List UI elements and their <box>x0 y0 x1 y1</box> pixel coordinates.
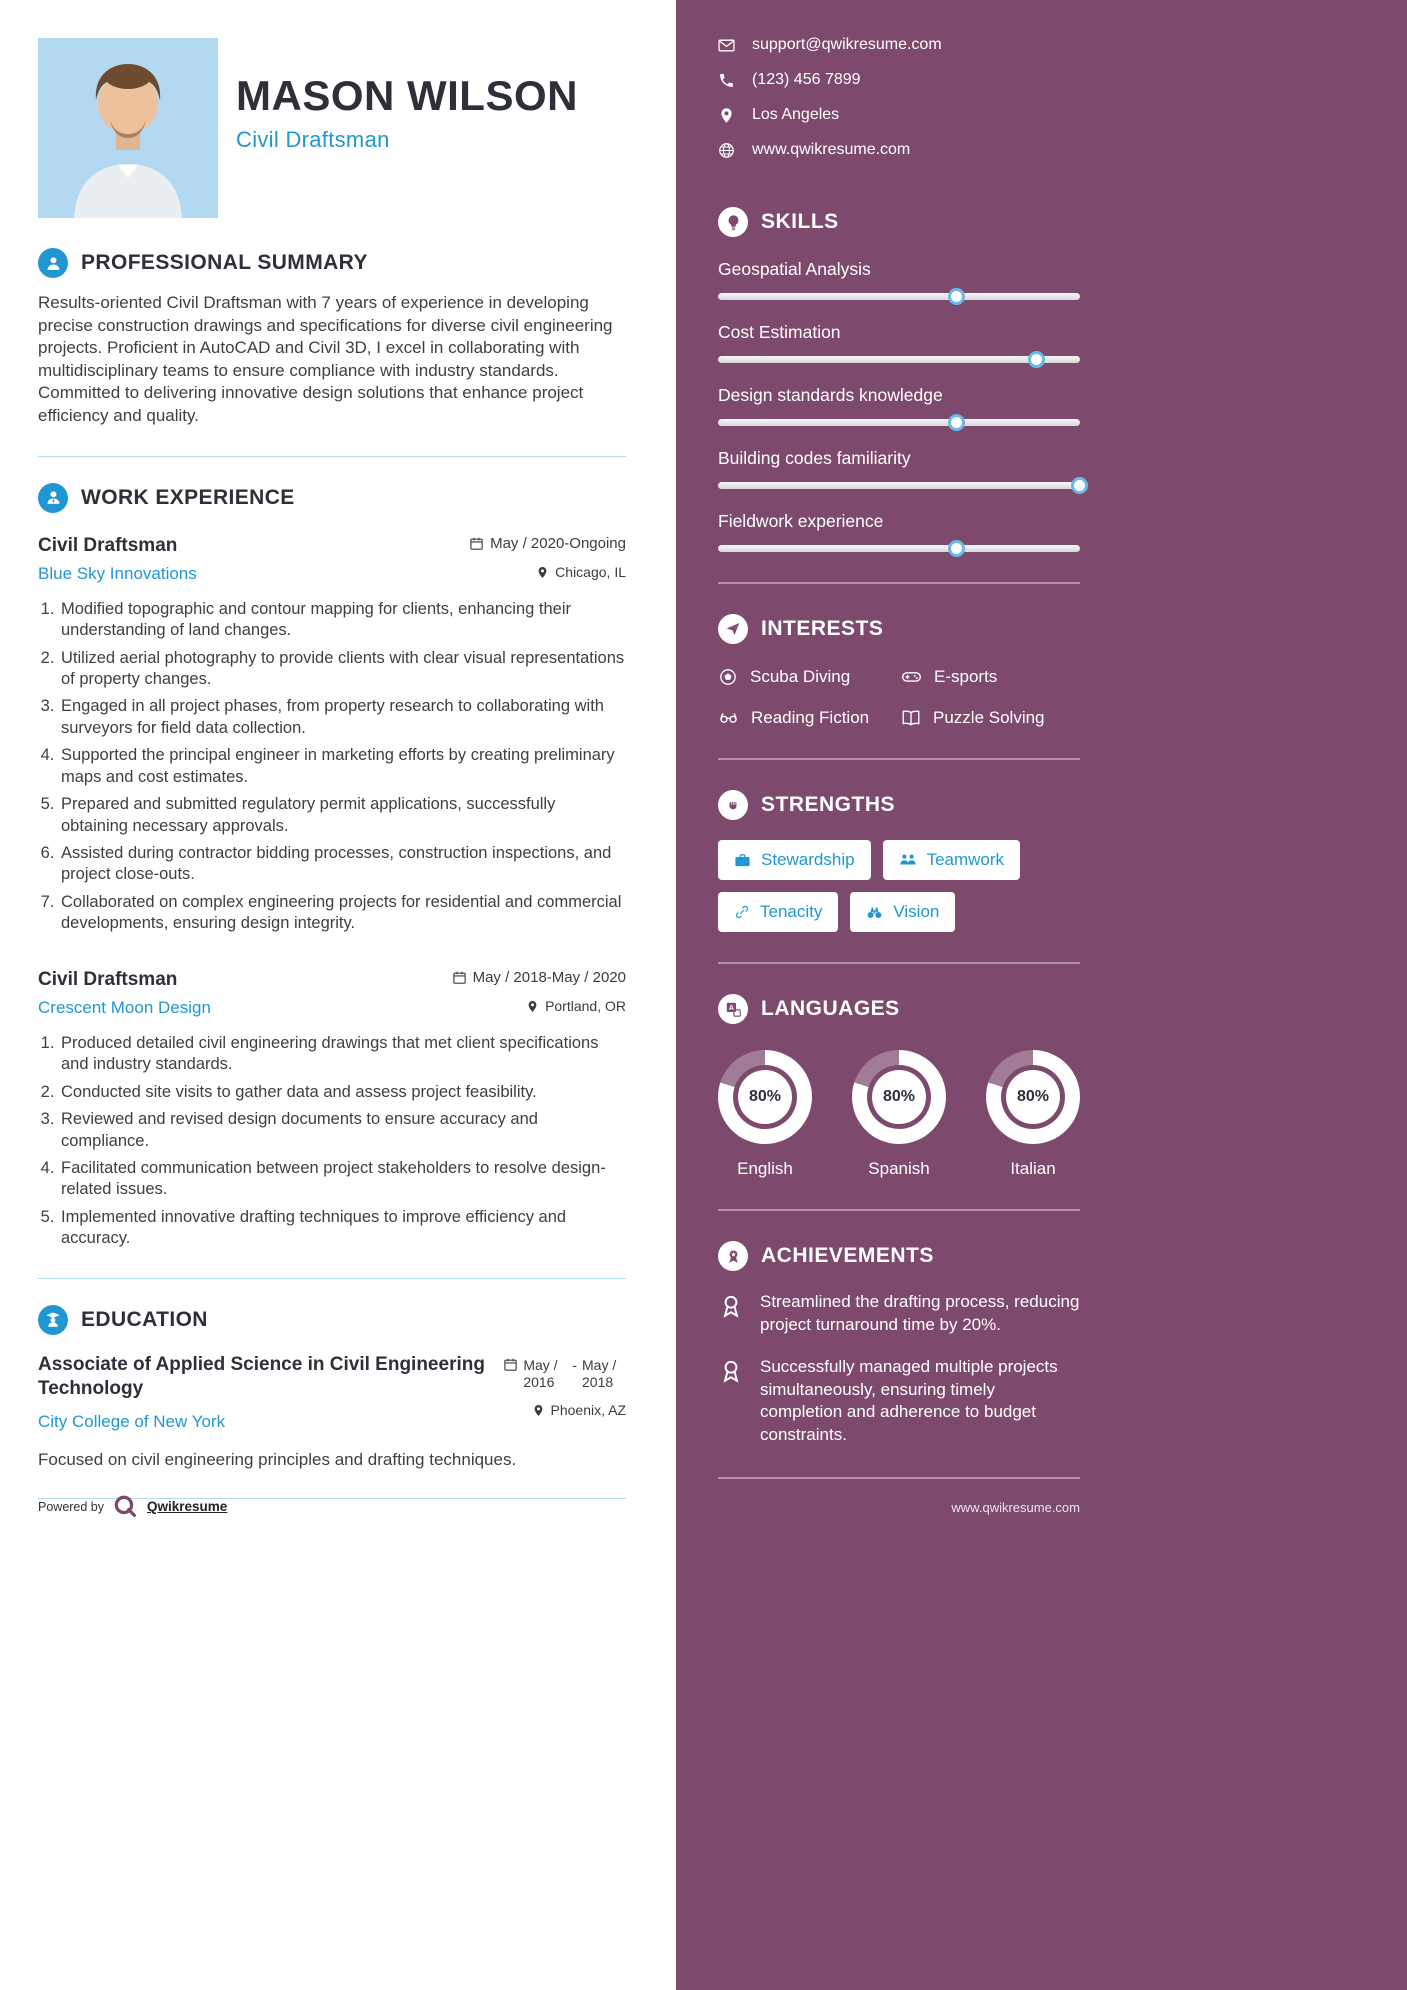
divider <box>38 1278 626 1279</box>
contact-website-text: www.qwikresume.com <box>752 141 911 158</box>
achievement-text: Streamlined the drafting process, reducing project turnaround time by 20%. <box>760 1292 1080 1334</box>
interest-label: Scuba Diving <box>750 666 851 686</box>
strength-label: Tenacity <box>760 902 823 921</box>
skill-slider[interactable] <box>718 356 1080 363</box>
qwikresume-logo-icon <box>113 1494 138 1519</box>
achievements-section <box>718 1241 1080 1447</box>
job-location <box>536 564 626 580</box>
identity-header <box>38 38 626 218</box>
powered-by-label: Powered by <box>38 1499 105 1514</box>
skill-slider[interactable] <box>718 545 1080 552</box>
skill-item <box>718 511 1080 552</box>
strengths-list <box>718 840 1038 932</box>
contact-website[interactable] <box>718 141 1080 159</box>
skill-name: Geospatial Analysis <box>718 259 871 279</box>
strength-label: Vision <box>893 902 940 921</box>
footer-website-link[interactable]: www.qwikresume.com <box>951 1500 1080 1515</box>
job-location <box>526 998 626 1014</box>
work-heading <box>38 483 626 513</box>
job-bullet: 7. Collaborated on complex engineering projects for residential and commercial developments, ensuring design integrity. <box>59 892 626 935</box>
calendar-icon <box>452 970 467 985</box>
languages-title: LANGUAGES <box>761 997 900 1020</box>
candidate-name: MASON WILSON <box>236 72 578 119</box>
job-entry <box>38 969 626 1250</box>
work-title: WORK EXPERIENCE <box>81 485 295 509</box>
chain-link-icon <box>734 904 750 920</box>
education-location <box>532 1402 627 1418</box>
education-location-text: Phoenix, AZ <box>550 1402 626 1419</box>
strength-label: Teamwork <box>926 850 1005 869</box>
job-position: Civil Draftsman <box>38 968 178 990</box>
map-pin-icon <box>526 1000 539 1013</box>
strength-pill <box>718 840 871 880</box>
envelope-icon <box>718 37 735 54</box>
fist-icon <box>718 790 748 820</box>
divider <box>38 456 626 457</box>
skills-heading <box>718 207 1080 237</box>
education-date-end: May / 2018 <box>582 1356 617 1390</box>
phone-icon <box>718 72 735 89</box>
name-block <box>228 38 578 218</box>
education-heading <box>38 1305 626 1335</box>
candidate-title: Civil Draftsman <box>236 127 390 152</box>
strengths-section <box>718 790 1080 932</box>
job-bullet: 1. Produced detailed civil engineering drawings that met client specifications and industry standards. <box>59 1033 626 1076</box>
strengths-heading <box>718 790 1080 820</box>
lightbulb-icon <box>718 207 748 237</box>
languages-section <box>718 994 1080 1179</box>
powered-by <box>38 1494 227 1519</box>
job-bullet: 3. Reviewed and revised design documents to ensure accuracy and compliance. <box>59 1109 626 1152</box>
interest-item <box>718 666 901 687</box>
job-position: Civil Draftsman <box>38 534 178 556</box>
achievement-text: Successfully managed multiple projects simultaneously, ensuring timely completion and adherence to budget constraints. <box>760 1357 1058 1445</box>
sidebar <box>676 0 1407 1990</box>
job-company: Crescent Moon Design <box>38 997 211 1017</box>
medal-icon <box>718 1356 745 1446</box>
gamepad-icon <box>901 666 922 687</box>
skill-item <box>718 448 1080 489</box>
divider <box>718 1477 1080 1479</box>
globe-icon <box>718 142 735 159</box>
location-pin-icon <box>718 107 735 124</box>
languages-heading <box>718 994 1080 1024</box>
skill-item <box>718 385 1080 426</box>
skill-slider[interactable] <box>718 419 1080 426</box>
work-section <box>38 483 626 1250</box>
skill-name: Cost Estimation <box>718 322 841 342</box>
slider-thumb[interactable] <box>948 414 965 431</box>
interest-label: Reading Fiction <box>751 707 870 727</box>
interest-label: E-sports <box>934 666 998 686</box>
slider-thumb[interactable] <box>1028 351 1045 368</box>
language-name: Italian <box>1010 1159 1056 1178</box>
strengths-title: STRENGTHS <box>761 793 896 816</box>
language-donut <box>718 1050 812 1144</box>
language-percent: 80% <box>738 1070 792 1124</box>
education-section <box>38 1305 626 1470</box>
language-donut <box>986 1050 1080 1144</box>
education-dates <box>503 1357 626 1391</box>
contact-email-text: support@qwikresume.com <box>752 36 942 53</box>
education-date-separator: - <box>572 1356 577 1373</box>
strength-pill <box>883 840 1020 880</box>
avatar-illustration <box>38 38 218 218</box>
contact-location <box>718 106 1080 124</box>
book-icon <box>901 708 921 728</box>
summary-text: Results-oriented Civil Draftsman with 7 years of experience in developing precise construction drawings and specifications for diverse civil engineering projects. Proficient in AutoCAD and Civil 3D, I excel in collaborating with multidisciplinary teams to ensure compliance with industry standards. Committed to delivering innovative design solutions that enhance project efficiency and quality. <box>38 293 613 426</box>
job-location-text: Portland, OR <box>545 998 626 1015</box>
job-company: Blue Sky Innovations <box>38 563 197 583</box>
achievement-item <box>718 1356 1080 1446</box>
glasses-icon <box>718 707 739 728</box>
interest-item <box>718 707 901 728</box>
skills-section <box>718 207 1080 552</box>
divider <box>718 1209 1080 1211</box>
map-pin-icon <box>532 1404 545 1417</box>
languages-list <box>718 1050 1080 1179</box>
education-date-start: May / 2016 <box>523 1356 558 1390</box>
interests-section <box>718 614 1080 728</box>
skills-title: SKILLS <box>761 210 839 233</box>
skill-item <box>718 322 1080 363</box>
job-bullet-list <box>38 599 626 935</box>
briefcase-icon <box>734 852 751 869</box>
summary-heading <box>38 248 626 278</box>
strength-label: Stewardship <box>761 850 855 869</box>
job-dates <box>452 969 626 986</box>
job-bullet: 3. Engaged in all project phases, from property research to collaborating with surveyors for field data collection. <box>59 696 626 739</box>
contact-phone-text: (123) 456 7899 <box>752 71 861 88</box>
skill-name: Design standards knowledge <box>718 385 943 405</box>
job-entry <box>38 535 626 935</box>
divider <box>718 962 1080 964</box>
calendar-icon <box>469 536 484 551</box>
contact-location-text: Los Angeles <box>752 106 840 123</box>
job-bullet: 2. Conducted site visits to gather data and assess project feasibility. <box>59 1082 626 1103</box>
job-location-text: Chicago, IL <box>555 564 626 581</box>
language-percent: 80% <box>1006 1070 1060 1124</box>
svg-text:A: A <box>728 1003 734 1012</box>
job-bullet: 2. Utilized aerial photography to provide clients with clear visual representations of property changes. <box>59 648 626 691</box>
job-bullet-list <box>38 1033 626 1250</box>
interest-label: Puzzle Solving <box>933 707 1045 727</box>
divider <box>718 758 1080 760</box>
school-name: City College of New York <box>38 1412 226 1432</box>
language-item <box>986 1050 1080 1179</box>
interests-list <box>718 666 1080 728</box>
paper-plane-icon <box>718 614 748 644</box>
job-bullet: 4. Facilitated communication between project stakeholders to resolve design-related issues. <box>59 1158 626 1201</box>
team-icon <box>899 851 917 869</box>
calendar-icon <box>503 1357 518 1372</box>
contact-email[interactable] <box>718 36 1080 54</box>
education-left <box>38 1353 493 1432</box>
degree-name: Associate of Applied Science in Civil Engineering Technology <box>38 1353 485 1400</box>
slider-thumb[interactable] <box>948 288 965 305</box>
slider-thumb[interactable] <box>1071 477 1088 494</box>
summary-section <box>38 248 626 428</box>
worker-icon <box>38 483 68 513</box>
achievement-item <box>718 1291 1080 1336</box>
job-dates-text: May / 2018-May / 2020 <box>472 968 626 986</box>
strength-pill <box>850 892 955 932</box>
language-donut <box>852 1050 946 1144</box>
job-bullet: 4. Supported the principal engineer in marketing efforts by creating preliminary maps and cost estimates. <box>59 745 626 788</box>
binoculars-icon <box>866 904 883 921</box>
slider-thumb[interactable] <box>948 540 965 557</box>
language-percent: 80% <box>872 1070 926 1124</box>
education-title: EDUCATION <box>81 1307 208 1331</box>
interests-title: INTERESTS <box>761 617 884 640</box>
main-column <box>0 0 676 1990</box>
rosette-icon <box>718 1241 748 1271</box>
skill-name: Building codes familiarity <box>718 448 911 468</box>
divider <box>718 582 1080 584</box>
person-icon <box>38 248 68 278</box>
contact-block <box>718 36 1080 159</box>
strength-pill <box>718 892 838 932</box>
map-pin-icon <box>536 566 549 579</box>
qwikresume-brand-link[interactable]: Qwikresume <box>147 1499 228 1514</box>
achievements-title: ACHIEVEMENTS <box>761 1244 934 1267</box>
interest-item <box>901 666 1080 687</box>
interest-item <box>901 707 1080 728</box>
skill-name: Fieldwork experience <box>718 511 884 531</box>
language-name: Spanish <box>868 1159 930 1178</box>
job-dates <box>469 535 626 552</box>
education-description: Focused on civil engineering principles and drafting techniques. <box>38 1450 517 1470</box>
graduate-icon <box>38 1305 68 1335</box>
job-dates-text: May / 2020-Ongoing <box>490 534 626 552</box>
translate-icon <box>718 994 748 1024</box>
language-item <box>718 1050 812 1179</box>
profile-photo <box>38 38 218 218</box>
interests-heading <box>718 614 1080 644</box>
contact-phone <box>718 71 1080 89</box>
skill-item <box>718 259 1080 300</box>
job-bullet: 6. Assisted during contractor bidding processes, construction inspections, and project close-outs. <box>59 843 626 886</box>
job-bullet: 1. Modified topographic and contour mapping for clients, enhancing their understanding of land changes. <box>59 599 626 642</box>
language-item <box>852 1050 946 1179</box>
medal-icon <box>718 1291 745 1336</box>
skill-slider[interactable] <box>718 482 1080 489</box>
job-bullet: 5. Prepared and submitted regulatory permit applications, successfully obtaining necessary approvals. <box>59 794 626 837</box>
language-name: English <box>737 1159 793 1178</box>
achievements-heading <box>718 1241 1080 1271</box>
job-bullet: 5. Implemented innovative drafting techniques to improve efficiency and accuracy. <box>59 1207 626 1250</box>
skill-slider[interactable] <box>718 293 1080 300</box>
soccer-ball-icon <box>718 667 738 687</box>
summary-title: PROFESSIONAL SUMMARY <box>81 251 368 274</box>
